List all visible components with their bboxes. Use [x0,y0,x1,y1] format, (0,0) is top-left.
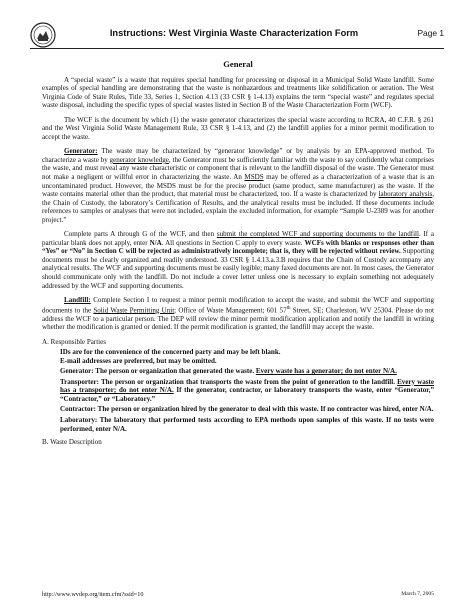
laboratory-definition: Laboratory: The laboratory that performed tests according to EPA methods upon samples of this waste. If no tests were performed, enter N/A. [60,416,434,433]
ordinal-suffix: th [286,305,291,311]
complete-text-3: . All questions in Section C apply to every waste. [161,238,305,247]
section-title-general: General [223,59,253,69]
page-number: Page 1 [417,28,444,38]
generator-text-3: may be offered as a characterization of a waste that is an uncontaminated product. However, the MSDS must be for the precise product (same product, same manufacturer) as the waste. If the waste contains material other than the product, that material must be characterized, too. If a waste is characterized by [42,173,434,199]
generator-def-text: Generator: The person or organization that generated the waste. [60,367,256,376]
complete-text-1: Complete parts A through G of the WCF, and then [64,230,217,239]
transporter-definition [60,378,434,404]
transporter-required-note: Every waste has a transporter; do not enter N/A. [60,377,435,395]
na-term: N/A [149,238,162,247]
msds-term: MSDS [244,173,264,182]
transporter-def-text: Transporter: The person or organization that transports the waste from the point of generation to the landfill. [60,377,398,386]
document-title: Instructions: West Virginia Waste Characterization Form [109,28,359,38]
generator-text-4: , the Chain of Custody, the laboratory’s Certification of Results, and the analytical results must be included. If these documents include references to samples or analyses that were not included, explain the excluded information, for example “Sample U-2389 was for another project.” [42,190,434,224]
header-divider [30,48,444,49]
landfill-text-2: ; Office of Waste Management; 601 57 [174,306,287,315]
paragraph-complete-parts [42,230,434,290]
landfill-text-3: Street, SE; Charleston, WV 25304. Please do not address the WCF to a particular person. The DEP will review the minor permit modification application and notify the landfill in writing whether the modification is granted or denied. If the permit modification is granted, the landfill may accept the waste. [42,306,435,332]
transporter-def-text-2: If the generator, contractor, or laboratory transports the waste, enter “Generator,” “Contractor,” or “Laboratory.” [60,386,434,403]
generator-knowledge-term: generator knowledge [109,155,169,164]
ids-note: IDs are for the convenience of the concerned party and may be left blank. [60,348,281,357]
generator-label: Generator: [64,147,98,156]
section-a-heading: A. Responsible Parties [42,337,107,346]
generator-definition [60,367,434,376]
section-a-responsible-parties [42,338,434,433]
generator-text-2: , the Generator must be sufficiently familiar with the waste to say confidently what comprises the waste, and must reveal any waste characteristic or component that is relevant to the landfill disposal of the waste. The Generator must not make a negligent or willful error in characterizing the waste. An [42,155,434,182]
landfill-label: Landfill: [64,296,91,305]
rejection-warning: WCFs with blanks or responses other than “Yes” or “No” in Section C will be rejected as administratively incomplete; that is, they will be rejected without review. [42,238,434,256]
document-body [42,60,434,449]
generator-text-1: The waste may be characterized by “generator knowledge” or by analysis by an EPA-approved method. To characterize a waste by [42,147,434,164]
complete-text-2: . If a particular blank does not apply, enter [42,230,434,247]
footer-date: March 7, 2005 [401,591,434,597]
contractor-definition: Contractor: The person or organization hired by the generator to deal with this waste. If no contractor was hired, enter N/A. [60,405,434,414]
paragraph-generator [42,147,434,224]
permitting-unit-term: Solid Waste Permitting Unit [93,306,175,315]
footer-url: http://www.wvdep.org/item.cfm?ssid=10 [42,591,144,598]
paragraph-landfill [42,296,434,332]
generator-required-note: Every waste has a generator; do not enter N/A. [255,367,397,376]
paragraph-special-waste: A “special waste” is a waste that requires special handling for processing or disposal in a Municipal Solid Waste landfill. Some examples of special handling are demonstrating that the waste is nonhazardous and treatments like solidification or aeration. The West Virginia Code of State Rules, Title 33, Series 1, Section 4.13 (33 CSR § 1-4.13) explains the term “special waste” and regulates special waste disposal, including the specific types of special wastes listed in Section B of the Waste Characterization Form (WCF). [42,75,434,110]
section-b-heading: B. Waste Description [42,438,102,447]
state-seal-icon [30,22,56,48]
email-note: E-mail addresses are preferred, but may be omitted. [60,356,217,365]
laboratory-analysis-term: laboratory analysis [378,190,433,199]
paragraph-wcf-definition: The WCF is the document by which (1) the waste generator characterizes the special waste according to RCRA, 40 C.F.R. § 261 and the West Virginia Solid Waste Management Rule, 33 CSR § 1-4.13, and (2) the landfill applies for a minor permit modification to accept the waste. [42,115,434,141]
landfill-text-1: Complete Section I to request a minor permit modification to accept the waste, and submit the WCF and supporting documents to the [42,296,434,315]
submit-instruction: submit the completed WCF and supporting documents to the landfill [216,230,419,239]
complete-text-4: Supporting documents must be clearly organized and readily understood. 33 CSR § 1.4.13.a.3.B requires that the Chain of Custody accompany any analytical results. The WCF and supporting documents must be easily legible; many faxed documents are not. In most cases, the Generator should communicate only with the landfill. Do not include a cover letter unless one is necessary to explain something not adequately addressed by the WCF and supporting documents. [42,247,434,290]
